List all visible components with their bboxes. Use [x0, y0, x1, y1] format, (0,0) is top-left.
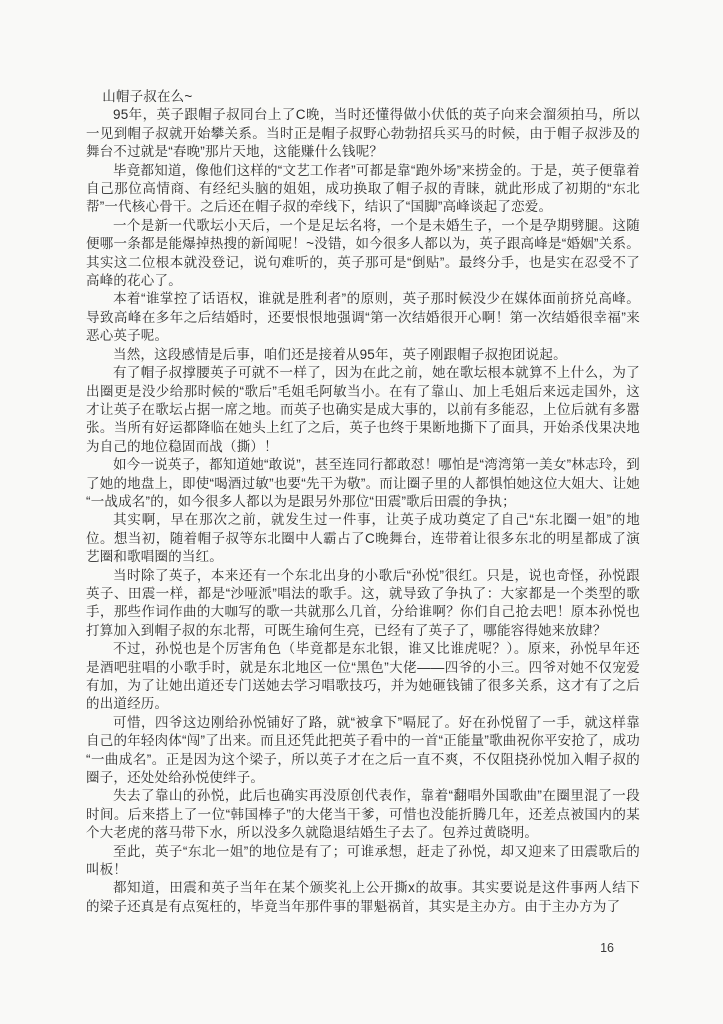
paragraph: 本着“谁掌控了话语权，谁就是胜利者”的原则，英子那时候没少在媒体面前挤兑高峰。导致高峰在多年之后结婚时，还要恨恨地强调“第一次结婚很开心啊！第一次结婚很幸福”来恶心英子呢。 — [86, 291, 640, 344]
paragraph: 不过，孙悦也是个厉害角色（毕竟都是东北银，谁又比谁虎呢？）。原来，孙悦早年还是酒吧驻唱的小歌手时，就是东北地区一位“黑色”大佬——四爷的小三。四爷对她不仅宠爱有加，为了让她出道还专门送她去学习唱歌技巧，并为她砸钱铺了很多关系，这才有了之后的出道经历。 — [86, 641, 640, 712]
paragraph: 其实啊，早在那次之前，就发生过一件事，让英子成功奠定了自己“东北圈一姐”的地位。想当初，随着帽子叔等东北圈中人霸占了C晚舞台，连带着让很多东北的明星都成了演艺圈和歌唱圈的当红。 — [86, 512, 640, 565]
paragraph: 都知道，田震和英子当年在某个颁奖礼上公开撕x的故事。其实要说是这件事两人结下的梁子还真是有点冤枉的，毕竟当年那件事的罪魁祸首，其实是主办方。由于主办方为了 — [86, 880, 640, 914]
paragraph: 有了帽子叔撑腰英子可就不一样了，因为在此之前，她在歌坛根本就算不上什么，为了出圈更是没少给那时候的“歌后”毛姐毛阿敏当小。在有了靠山、加上毛姐后来远走国外，这才让英子在歌坛占据一席之地。而英子也确实是成大事的，以前有多能忍，上位后就有多嚣张。当所有好运都降临在她头上红了之后，英子也终于果断地撕下了面具，开始杀伐果决地为自己的地位稳固而战（撕）！ — [86, 365, 640, 454]
paragraph: 当时除了英子，本来还有一个东北出身的小歌后“孙悦”很红。只是，说也奇怪，孙悦跟英子、田震一样，都是“沙哑派”唱法的歌手。这，就导致了争执了：大家都是一个类型的歌手，那些作词作曲的大咖写的歌一共就那么几首，分给谁啊？你们自己抢去吧！原本孙悦也打算加入到帽子叔的东北帮，可既生瑜何生亮，已经有了英子了，哪能容得她来放肆？ — [86, 567, 640, 638]
paragraph-continuation: 山帽子叔在么~ — [102, 89, 193, 104]
paragraph: 可惜，四爷这边刚给孙悦铺好了路，就“被拿下”嗝屁了。好在孙悦留了一手，就这样靠自己的年轻肉体“闯”了出来。而且还凭此把英子看中的一首“正能量”歌曲祝你平安抢了，成功“一曲成名”。正是因为这个梁子，所以英子才在之后一直不爽，不仅阻挠孙悦加入帽子叔的圈子，还处处给孙悦使绊子。 — [86, 714, 640, 786]
paragraph: 一个是新一代歌坛小天后，一个是足坛名将，一个是未婚生子，一个是孕期劈腿。这随便哪一条都是能爆掉热搜的新闻呢！~没错，如今很多人都以为，英子跟高峰是“婚姻”关系。其实这二位根本就没登记，说句难听的，英子那可是“倒贴”。最终分手，也是实在忍受不了高峰的花心了。 — [86, 217, 640, 289]
article-text-block — [86, 88, 640, 916]
paragraph: 失去了靠山的孙悦，此后也确实再没原创代表作，靠着“翻唱外国歌曲”在圈里混了一段时间。后来搭上了一位“韩国棒子”的大佬当干爹，可惜也没能折腾几年，还差点被国内的某个大老虎的落马带下水，所以没多久就隐退结婚生子去了。包养过黄晓明。 — [86, 788, 640, 841]
paragraph: 毕竟都知道，像他们这样的“文艺工作者”可都是靠“跑外场”来捞金的。于是，英子便靠着自己那位高情商、有经纪头脑的姐姐，成功换取了帽子叔的青睐，就此形成了初期的“东北帮”一代核心骨干。之后还在帽子叔的牵线下，结识了“国脚”高峰谈起了恋爱。 — [86, 162, 640, 215]
page-number: 16 — [600, 941, 614, 955]
paragraph: 95年，英子跟帽子叔同台上了C晚，当时还懂得做小伏低的英子向来会溜须拍马，所以一见到帽子叔就开始攀关系。当时正是帽子叔野心勃勃招兵买马的时候，由于帽子叔涉及的舞台不过就是“春晚”那片天地，这能赚什么钱呢？ — [86, 107, 640, 160]
paragraph: 当然，这段感情是后事，咱们还是接着从95年，英子刚跟帽子叔抱团说起。 — [113, 346, 567, 362]
paragraph: 至此，英子“东北一姐”的地位是有了；可谁承想，赶走了孙悦，却又迎来了田震歌后的叫板！ — [86, 843, 640, 878]
paragraph: 如今一说英子，都知道她“敢说”，甚至连同行都敢怼！哪怕是“湾湾第一美女”林志玲，到了她的地盘上，即使“喝酒过敏”也要“先干为敬”。而让圈子里的人都惧怕她这位大姐大、让她“一战成名”的，如今很多人都以为是跟另外那位“田震”歌后田震的争执； — [86, 457, 640, 509]
